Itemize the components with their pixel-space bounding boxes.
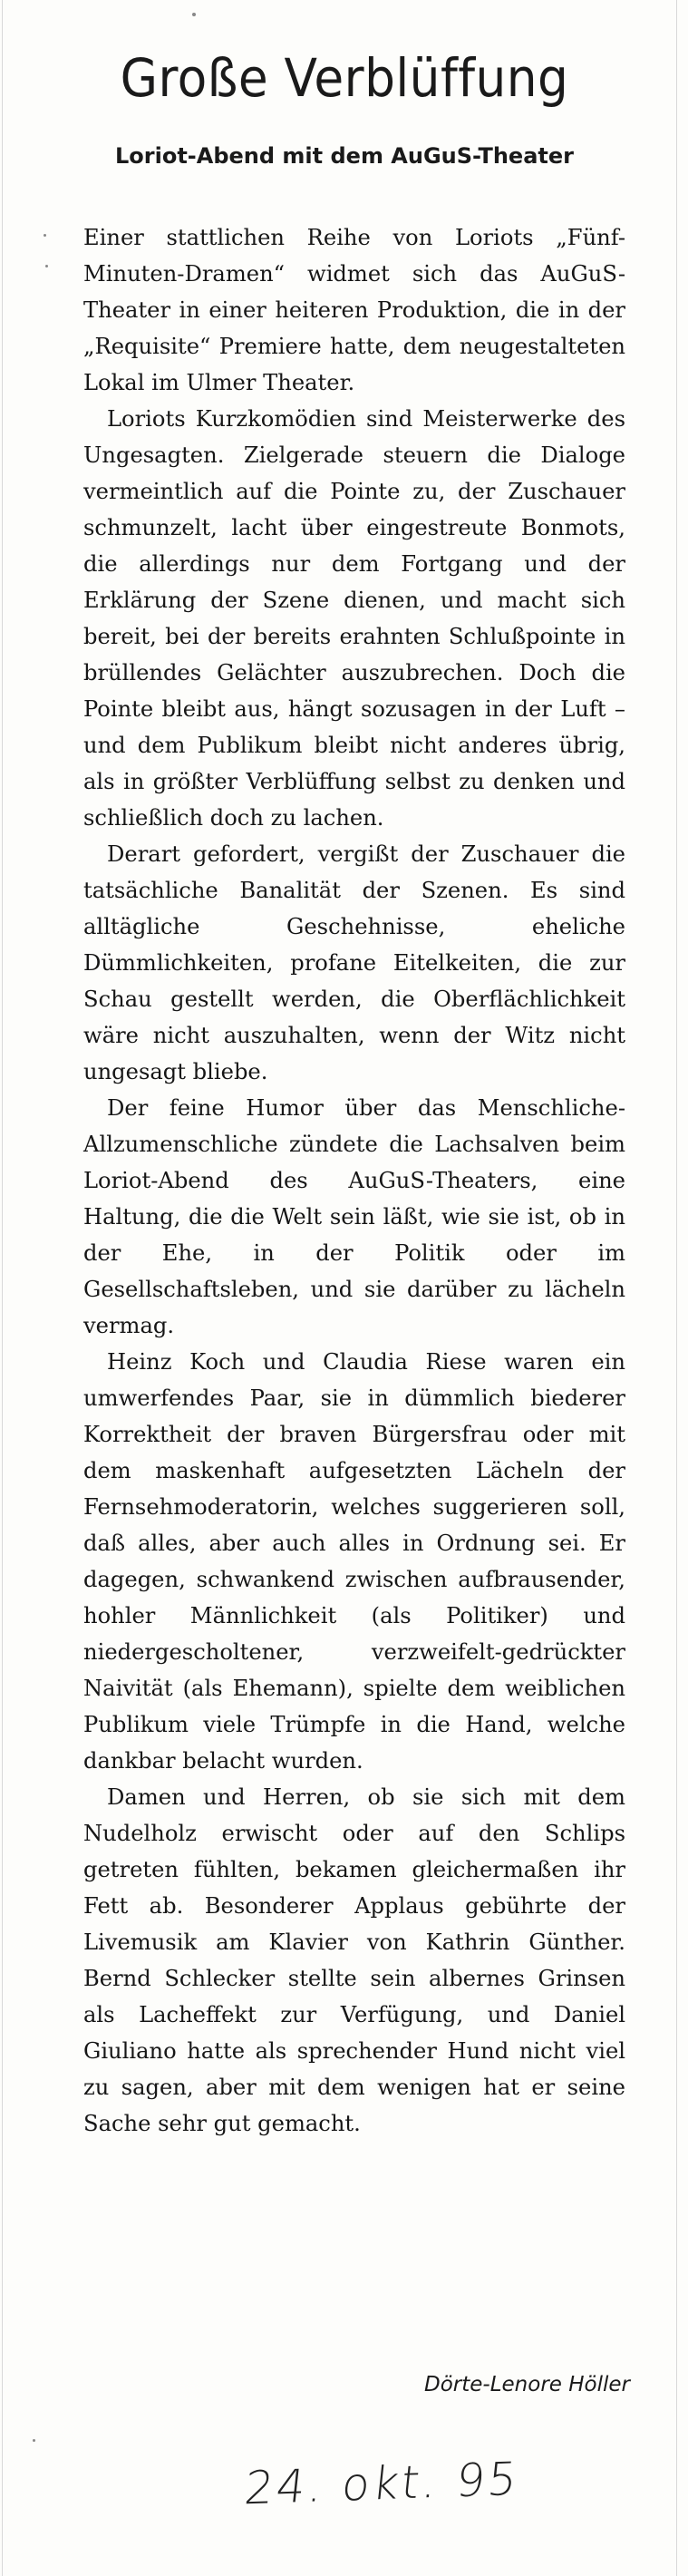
paragraph-6: Damen und Herren, ob sie sich mit dem Nudelholz erwischt oder auf den Schlips getreten fühlten, bekamen gleichermaßen ihr Fett ab. Besonderer Applaus gebührte der Livemusik am Klavier von Kathrin Günther. Bernd Schlecker stellte sein albernes Grinsen als Lacheffekt zur Verfügung, und Daniel Giuliano hatte als sprechender Hund nicht viel zu sagen, aber mit dem wenigen hat er seine Sache sehr gut gemacht. bbox=[83, 1784, 625, 2136]
headline: Große Verblüffung bbox=[120, 47, 569, 109]
article-body bbox=[83, 219, 625, 2142]
paragraph-1: Einer stattlichen Reihe von Loriots „Fünf-Minuten-Dramen“ widmet sich das AuGuS-Theater in einer heiteren Produktion, die in der „Requisite“ Premiere hatte, dem neugestalteten Lokal im Ulmer Theater. bbox=[83, 225, 625, 395]
ink-speck bbox=[33, 2439, 35, 2442]
paragraph-5: Heinz Koch und Claudia Riese waren ein umwerfendes Paar, sie in dümmlich biederer Korrektheit der braven Bürgersfrau oder mit dem maskenhaft aufgesetzten Lächeln der Fernsehmoderatorin, welches suggerieren soll, daß alles, aber auch alles in Ordnung sei. Er dagegen, schwankend zwischen aufbrausender, hohler Männlichkeit (als Politiker) und niedergescholtener, verzweifelt-gedrückter Naivität (als Ehemann), spielte dem weiblichen Publikum viele Trümpfe in die Hand, welche dankbar belacht wurden. bbox=[83, 1349, 625, 1774]
paragraph-3: Derart gefordert, vergißt der Zuschauer die tatsächliche Banalität der Szenen. Es sind alltägliche Geschehnisse, eheliche Dümmlichkeiten, profane Eitelkeiten, die zur Schau gestellt werden, die Oberflächlichkeit wäre nicht auszuhalten, wenn der Witz nicht ungesagt bliebe. bbox=[83, 841, 625, 1084]
handwritten-date: 24. okt. 95 bbox=[242, 2452, 522, 2515]
author-byline: Dörte-Lenore Höller bbox=[424, 2373, 630, 2396]
paragraph-2: Loriots Kurzkomödien sind Meisterwerke des Ungesagten. Zielgerade steuern die Dialoge vermeintlich auf die Pointe zu, der Zuschauer schmunzelt, lacht über eingestreute Bonmots, die allerdings nur dem Fortgang und der Erklärung der Szene dienen, und macht sich bereit, bei der bereits erahnten Schlußpointe in brüllendes Gelächter auszubrechen. Doch die Pointe bleibt aus, hängt sozusagen in der Luft – und dem Publikum bleibt nicht anderes übrig, als in größter Verblüffung selbst zu denken und schließlich doch zu lachen. bbox=[83, 406, 625, 831]
ink-speck bbox=[45, 265, 48, 267]
paragraph-4: Der feine Humor über das Menschliche-Allzumenschliche zündete die Lachsalven beim Loriot-Abend des AuGuS-Theaters, eine Haltung, die die Welt sein läßt, wie sie ist, ob in der Ehe, in der Politik oder im Gesellschaftsleben, und sie darüber zu lächeln vermag. bbox=[83, 1095, 625, 1338]
ink-speck bbox=[192, 13, 196, 16]
left-edge-line bbox=[2, 0, 3, 2576]
right-edge-line bbox=[676, 0, 677, 2576]
ink-speck bbox=[44, 234, 46, 237]
subheadline: Loriot-Abend mit dem AuGuS-Theater bbox=[115, 143, 574, 169]
